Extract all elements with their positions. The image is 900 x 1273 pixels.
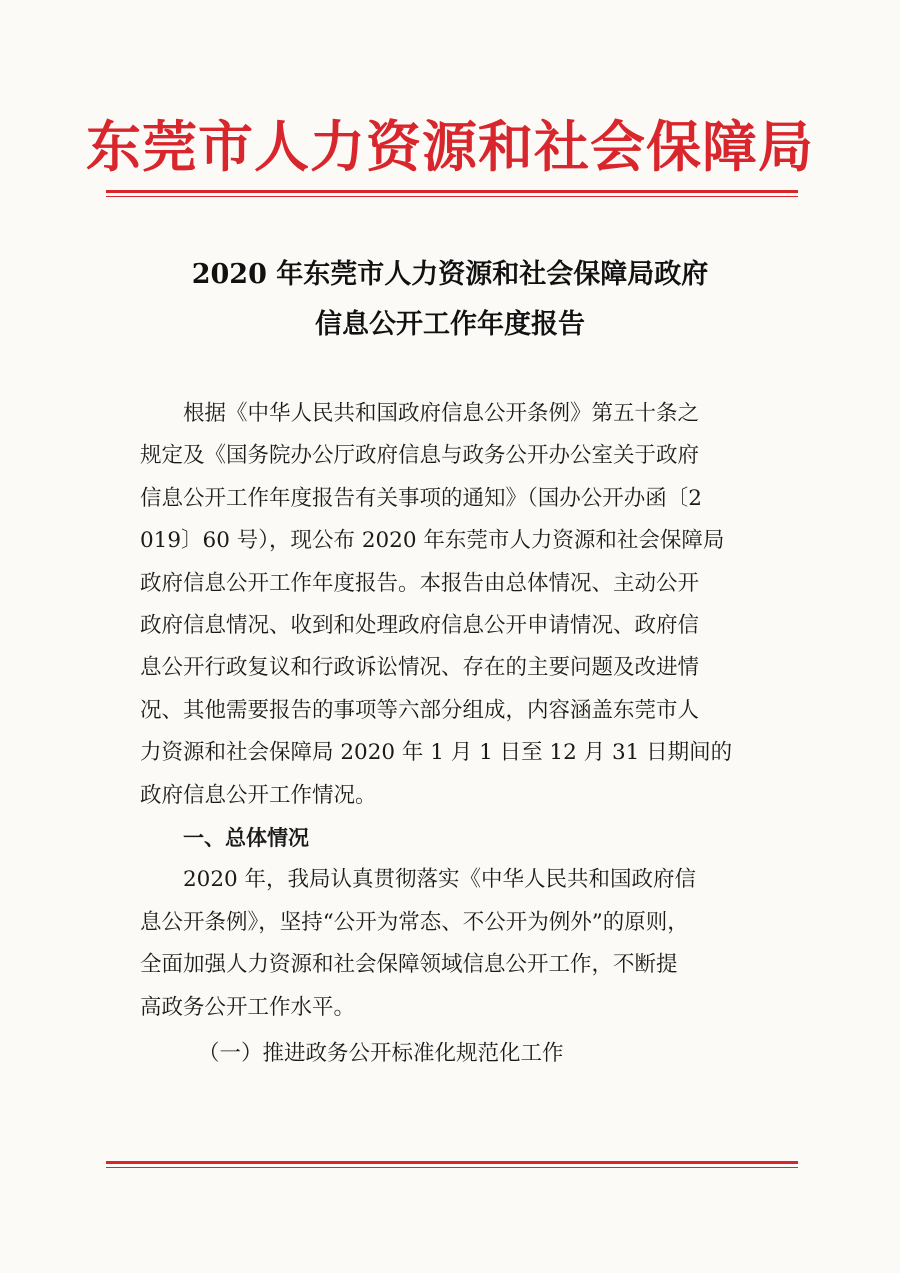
footer-rule-thin xyxy=(106,1167,798,1168)
intro-line: 规定及《国务院办公厅政府信息与政务公开办公室关于政府 xyxy=(140,443,700,469)
section1-line: 2020 年，我局认真贯彻落实《中华人民共和国政府信 xyxy=(183,867,697,893)
footer-rule-thick xyxy=(106,1161,798,1164)
section1-line: 息公开条例》，坚持“公开为常态、不公开为例外”的原则， xyxy=(140,909,689,935)
letterhead-org-name: 东莞市人力资源和社会保障局 xyxy=(85,114,814,179)
document-title xyxy=(0,250,900,350)
section1-line: 高政务公开工作水平。 xyxy=(140,994,356,1020)
document-body xyxy=(140,393,762,1076)
intro-line: 根据《中华人民共和国政府信息公开条例》第五十条之 xyxy=(183,401,700,426)
document-title-line-2: 信息公开工作年度报告 xyxy=(315,309,585,340)
document-title-line-1: 2020 年东莞市人力资源和社会保障局政府 xyxy=(191,259,709,290)
section1-line: 全面加强人力资源和社会保障领域信息公开工作，不断提 xyxy=(140,952,678,978)
intro-paragraph xyxy=(140,393,762,817)
intro-line: 政府信息情况、收到和处理政府信息公开申请情况、政府信 xyxy=(140,613,700,639)
letterhead-rule-thick xyxy=(106,190,798,193)
intro-line: 信息公开工作年度报告有关事项的通知》（国办公开办函〔2 xyxy=(140,485,702,511)
intro-line: 息公开行政复议和行政诉讼情况、存在的主要问题及改进情 xyxy=(140,655,700,681)
intro-line: 政府信息公开工作情况。 xyxy=(140,782,377,808)
subsection-heading: （一）推进政务公开标准化规范化工作 xyxy=(198,1041,564,1067)
letterhead-rule-thin xyxy=(106,196,798,197)
intro-line: 力资源和社会保障局 2020 年 1 月 1 日至 12 月 31 日期间的 xyxy=(140,740,733,766)
intro-line: 政府信息公开工作年度报告。本报告由总体情况、主动公开 xyxy=(140,570,700,596)
intro-line: 019〕60 号），现公布 2020 年东莞市人力资源和社会保障局 xyxy=(140,528,725,554)
section-heading: 一、总体情况 xyxy=(183,826,309,851)
intro-line: 况、其他需要报告的事项等六部分组成，内容涵盖东莞市人 xyxy=(140,697,700,723)
section1-paragraph xyxy=(140,859,762,1029)
